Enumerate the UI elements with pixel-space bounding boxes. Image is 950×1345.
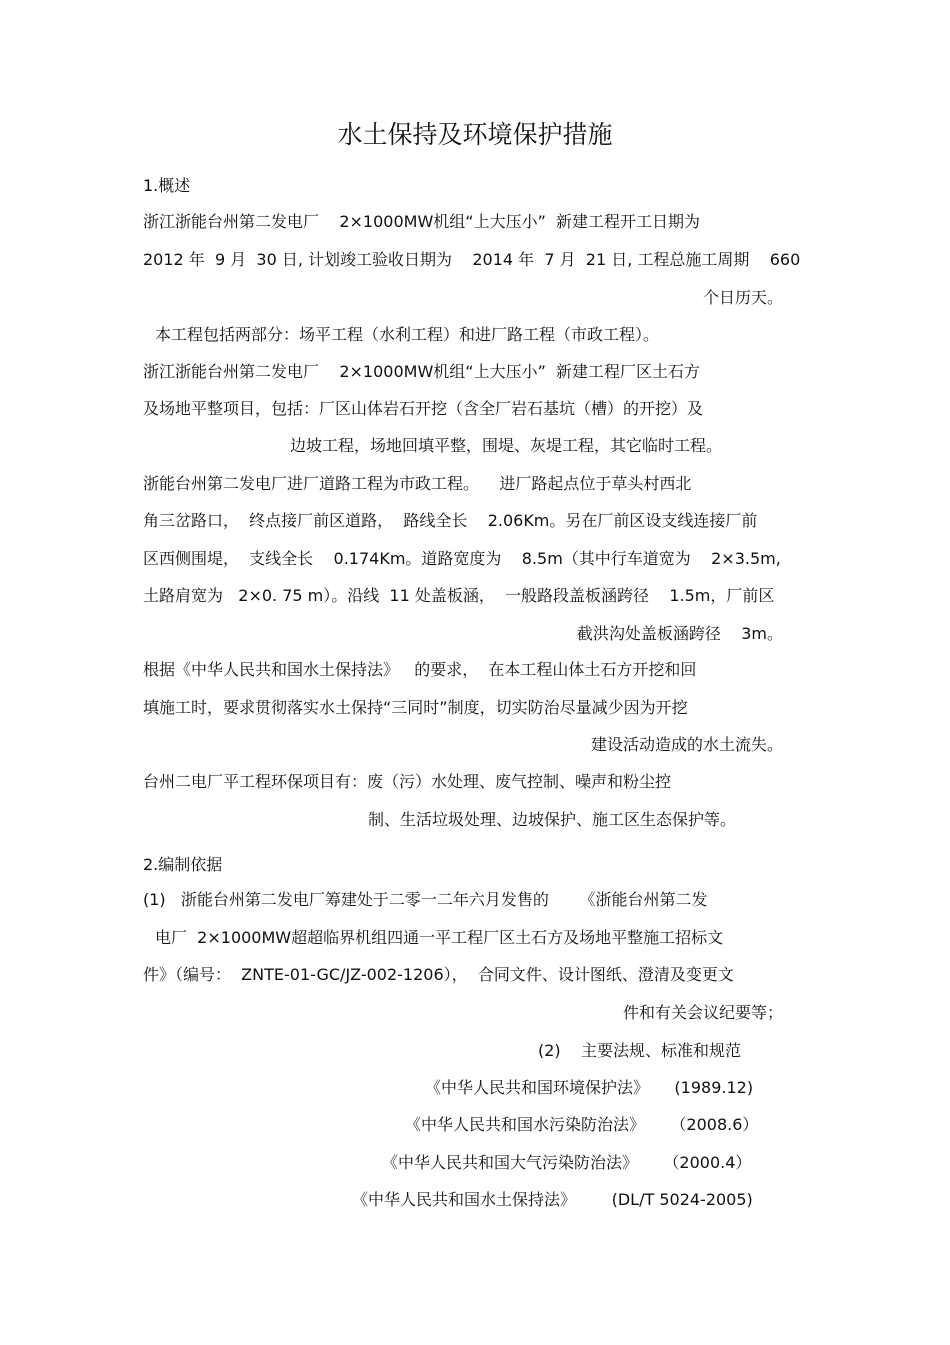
paragraph-line: 浙江浙能台州第二发电厂 2×1000MW机组“上大压小” 新建工程开工日期为 — [143, 212, 701, 231]
paragraph-line: 电厂 2×1000MW超超临界机组四通一平工程厂区土石方及场地平整施工招标文 — [155, 928, 724, 947]
paragraph-line: 角三岔路口， 终点接厂前区道路， 路线全长 2.06Km。另在厂前区设支线连接厂前 — [143, 511, 758, 530]
paragraph-line: 根据《中华人民共和国水土保持法》 的要求， 在本工程山体土石方开挖和回 — [143, 660, 697, 679]
regulation-item: 《中华人民共和国环境保护法》 (1989.12) — [425, 1078, 754, 1097]
regulation-item: 《中华人民共和国大气污染防治法》 （2000.4） — [382, 1153, 752, 1172]
paragraph-line: 2012 年 9 月 30 日, 计划竣工验收日期为 2014 年 7 月 21 日, 工程总施工周期 660 — [143, 250, 801, 269]
paragraph-line: 浙江浙能台州第二发电厂 2×1000MW机组“上大压小” 新建工程厂区土石方 — [143, 362, 701, 381]
regulation-item: 《中华人民共和国水土保持法》 (DL/T 5024-2005) — [352, 1190, 753, 1209]
section-heading-basis: 2.编制依据 — [143, 855, 223, 874]
paragraph-line: 件和有关会议纪要等； — [622, 1003, 783, 1022]
paragraph-line: 件》（编号： ZNTE-01-GC/JZ-002-1206）， 合同文件、设计图纸、澄清及变更文 — [143, 965, 734, 984]
paragraph-line: 边坡工程，场地回填平整，围堤、灰堤工程，其它临时工程。 — [290, 436, 723, 455]
paragraph-line: 土路肩宽为 2×0. 75 m）。沿线 11 处盖板涵， 一般路段盖板涵跨径 1.5m，厂前区 — [143, 586, 775, 605]
paragraph-line: 填施工时，要求贯彻落实水土保持“三同时”制度，切实防治尽量减少因为开挖 — [143, 698, 688, 717]
paragraph-line: 制、生活垃圾处理、边坡保护、施工区生态保护等。 — [368, 810, 737, 829]
regulation-item: 《中华人民共和国水污染防治法》 （2008.6） — [405, 1115, 759, 1134]
section-heading-overview: 1.概述 — [143, 176, 191, 195]
paragraph-line: 本工程包括两部分：场平工程（水利工程）和进厂路工程（市政工程）。 — [155, 325, 660, 344]
paragraph-line: 建设活动造成的水土流失。 — [590, 735, 783, 754]
paragraph-line: 浙能台州第二发电厂进厂道路工程为市政工程。 进厂路起点位于草头村西北 — [143, 474, 692, 493]
paragraph-line: 台州二电厂平工程环保项目有：废（污）水处理、废气控制、噪声和粉尘控 — [143, 772, 672, 791]
subheading-regulations: (2) 主要法规、标准和规范 — [538, 1041, 742, 1060]
paragraph-line: 个日历天。 — [702, 288, 783, 307]
paragraph-line: (1) 浙能台州第二发电厂筹建处于二零一二年六月发售的 《浙能台州第二发 — [143, 890, 708, 909]
paragraph-line: 及场地平整项目，包括：厂区山体岩石开挖（含全厂岩石基坑（槽）的开挖）及 — [143, 399, 704, 418]
document-title: 水土保持及环境保护措施 — [337, 120, 613, 149]
paragraph-line: 区西侧围堤， 支线全长 0.174Km。道路宽度为 8.5m（其中行车道宽为 2×3.5m, — [143, 549, 781, 568]
paragraph-line: 截洪沟处盖板涵跨径 3m。 — [576, 624, 783, 643]
